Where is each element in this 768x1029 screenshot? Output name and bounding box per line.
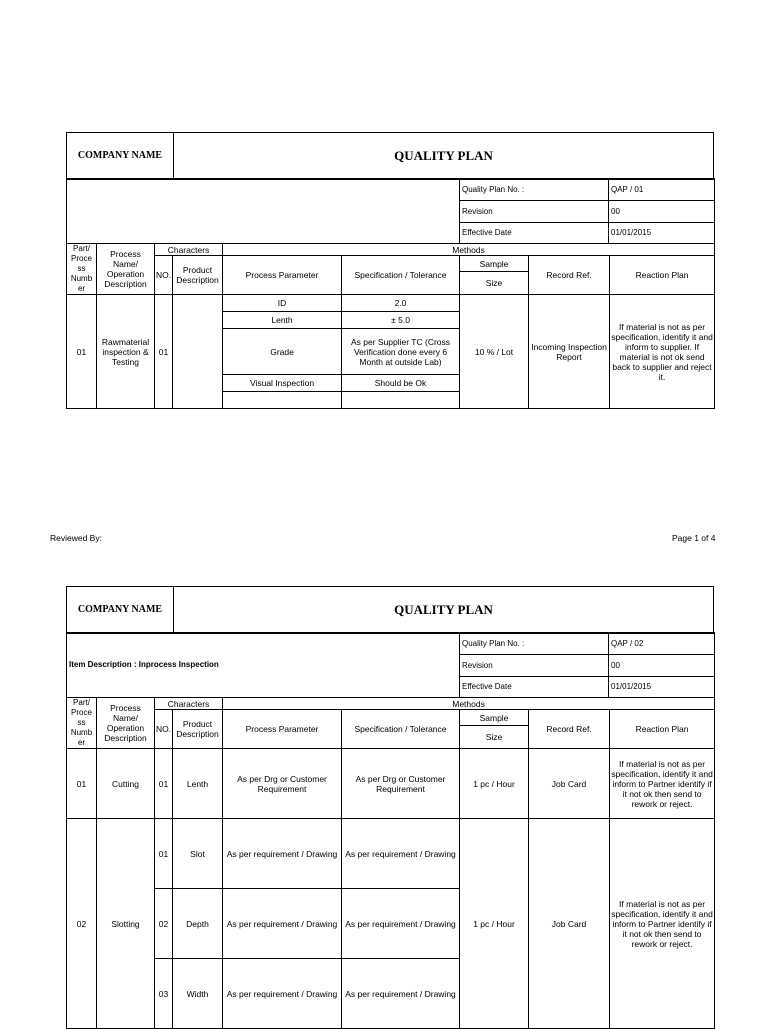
info-value: QAP / 02	[609, 633, 715, 655]
col-part-number: Part/ Proce ss Numb er	[67, 244, 97, 295]
cell-param: Grade	[223, 329, 342, 375]
cell-no: 01	[155, 819, 173, 889]
cell-spec: 2.0	[342, 295, 460, 312]
col-sample: Sample	[460, 710, 529, 726]
col-record-ref: Record Ref.	[529, 256, 610, 295]
quality-plan-header-1	[66, 132, 714, 180]
col-no: NO.	[155, 256, 173, 295]
item-description	[67, 179, 460, 244]
col-process-parameter: Process Parameter	[223, 256, 342, 295]
page-number: Page 1 of 4	[672, 533, 716, 543]
col-product-description: Product Description	[173, 256, 223, 295]
cell-size: 10 % / Lot	[460, 295, 529, 409]
company-name: COMPANY NAME	[67, 587, 174, 634]
info-value: QAP / 01	[609, 179, 715, 201]
cell-param: As per requirement / Drawing	[223, 819, 342, 889]
cell-no: 01	[155, 749, 173, 819]
cell-no: 02	[155, 889, 173, 959]
col-sample: Sample	[460, 256, 529, 272]
col-product-description: Product Description	[173, 710, 223, 749]
cell-product: Width	[173, 959, 223, 1029]
document-title: QUALITY PLAN	[174, 587, 714, 634]
cell-no: 01	[155, 295, 173, 409]
cell-product: Depth	[173, 889, 223, 959]
cell-param: ID	[223, 295, 342, 312]
col-specification: Specification / Tolerance	[342, 710, 460, 749]
cell-record: Job Card	[529, 749, 610, 819]
info-value: 00	[609, 655, 715, 677]
cell-no: 03	[155, 959, 173, 1029]
info-label: Revision	[460, 655, 609, 677]
info-label: Quality Plan No. :	[460, 179, 609, 201]
col-reaction-plan: Reaction Plan	[610, 710, 715, 749]
info-label: Effective Date	[460, 677, 609, 698]
col-reaction-plan: Reaction Plan	[610, 256, 715, 295]
col-characters: Characters	[155, 698, 223, 710]
cell-spec: As per requirement / Drawing	[342, 959, 460, 1029]
table-row	[67, 749, 715, 819]
quality-plan-info-2	[66, 632, 715, 698]
cell-reaction: If material is not as per specification, identify it and inform to Partner identify if it not ok then send to rework or reject.	[610, 749, 715, 819]
document-title: QUALITY PLAN	[174, 133, 714, 180]
cell-product: Slot	[173, 819, 223, 889]
cell-param: As per Drg or Customer Requirement	[223, 749, 342, 819]
cell-part: 01	[67, 295, 97, 409]
quality-plan-header-2	[66, 586, 714, 634]
table-row	[67, 819, 715, 889]
col-characters: Characters	[155, 244, 223, 256]
cell-reaction: If material is not as per specification, identify it and inform to supplier. If material is not ok send back to supplier and reject it.	[610, 295, 715, 409]
cell-param: Lenth	[223, 312, 342, 329]
col-methods: Methods	[223, 244, 715, 256]
info-label: Effective Date	[460, 223, 609, 244]
cell-spec: As per Supplier TC (Cross Verification done every 6 Month at outside Lab)	[342, 329, 460, 375]
quality-plan-table-1	[66, 243, 715, 409]
col-size: Size	[460, 726, 529, 749]
col-no: NO.	[155, 710, 173, 749]
cell-spec: As per Drg or Customer Requirement	[342, 749, 460, 819]
info-value: 01/01/2015	[609, 223, 715, 244]
cell-spec	[342, 392, 460, 409]
cell-record: Incoming Inspection Report	[529, 295, 610, 409]
info-label: Revision	[460, 201, 609, 223]
cell-param: Visual Inspection	[223, 375, 342, 392]
cell-reaction: If material is not as per specification, identify it and inform to Partner identify if it not ok then send to rework or reject.	[610, 819, 715, 1029]
col-process-name: Process Name/ Operation Description	[97, 244, 155, 295]
col-record-ref: Record Ref.	[529, 710, 610, 749]
cell-part: 01	[67, 749, 97, 819]
cell-size: 1 pc / Hour	[460, 819, 529, 1029]
cell-part: 02	[67, 819, 97, 1029]
col-part-number: Part/ Proce ss Numb er	[67, 698, 97, 749]
col-methods: Methods	[223, 698, 715, 710]
cell-param	[223, 392, 342, 409]
cell-spec: As per requirement / Drawing	[342, 889, 460, 959]
col-size: Size	[460, 272, 529, 295]
cell-product: Lenth	[173, 749, 223, 819]
cell-spec: As per requirement / Drawing	[342, 819, 460, 889]
info-value: 00	[609, 201, 715, 223]
cell-param: As per requirement / Drawing	[223, 959, 342, 1029]
quality-plan-info-1	[66, 178, 715, 244]
item-description: Item Description : Inprocess Inspection	[67, 633, 460, 698]
info-label: Quality Plan No. :	[460, 633, 609, 655]
cell-process: Cutting	[97, 749, 155, 819]
company-name: COMPANY NAME	[67, 133, 174, 180]
cell-process: Slotting	[97, 819, 155, 1029]
cell-size: 1 pc / Hour	[460, 749, 529, 819]
cell-spec: Should be Ok	[342, 375, 460, 392]
col-specification: Specification / Tolerance	[342, 256, 460, 295]
col-process-parameter: Process Parameter	[223, 710, 342, 749]
info-value: 01/01/2015	[609, 677, 715, 698]
quality-plan-table-2	[66, 697, 715, 1029]
cell-process: Rawmaterial inspection & Testing	[97, 295, 155, 409]
cell-spec: ± 5.0	[342, 312, 460, 329]
cell-param: As per requirement / Drawing	[223, 889, 342, 959]
reviewed-by: Reviewed By:	[50, 533, 102, 543]
col-process-name: Process Name/ Operation Description	[97, 698, 155, 749]
cell-product	[173, 295, 223, 409]
cell-record: Job Card	[529, 819, 610, 1029]
